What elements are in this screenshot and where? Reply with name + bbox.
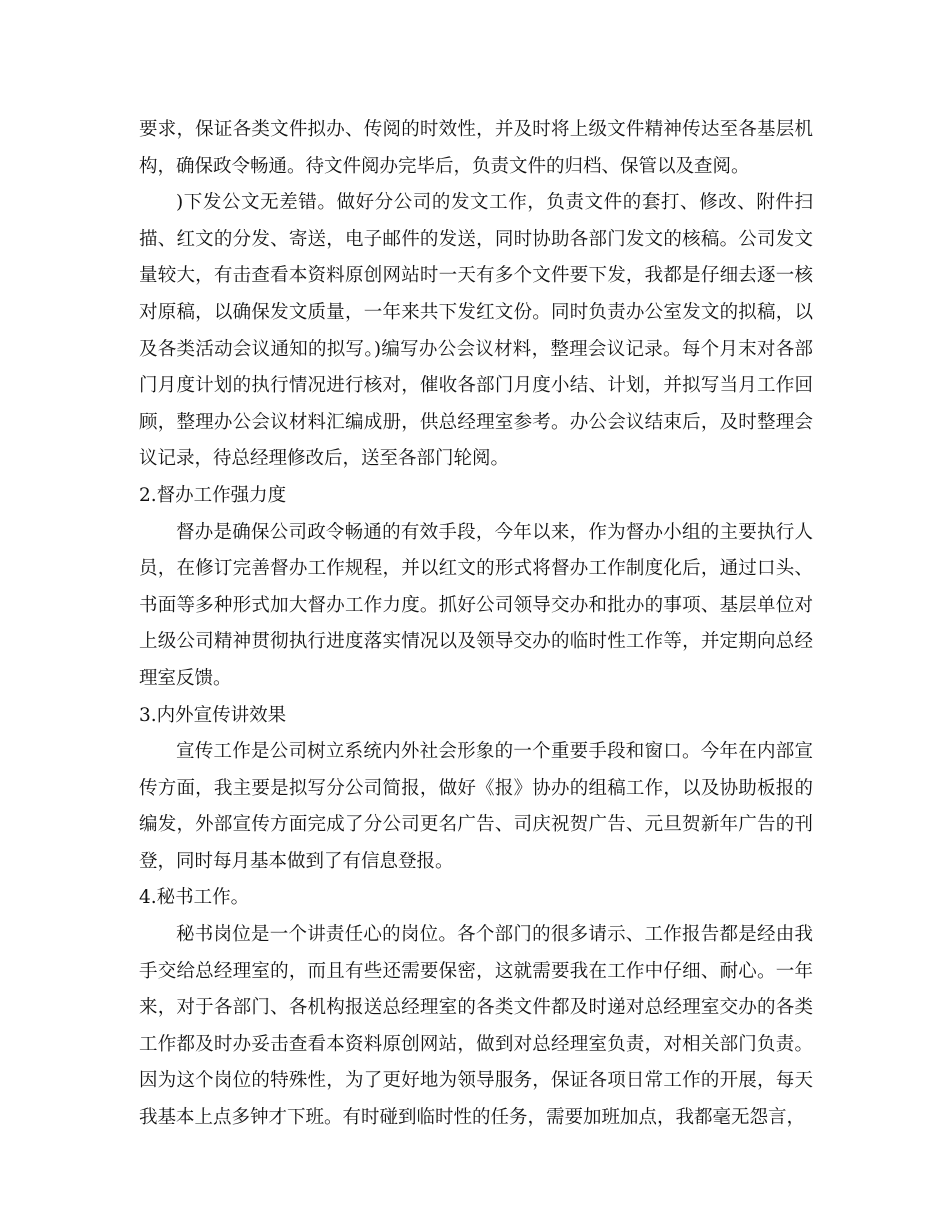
paragraph-supervision: 督办是确保公司政令畅通的有效手段，今年以来，作为督办小组的主要执行人员，在修订完善督办工作规程，并以红文的形式将督办工作制度化后，通过口头、书面等多种形式加大督办工作力度。抓好公司领导交办和批办的事项、基层单位对上级公司精神贯彻执行进度落实情况以及领导交办的临时性工作等，并定期向总经理室反馈。 (139, 521, 813, 689)
paragraph-secretary: 秘书岗位是一个讲责任心的岗位。各个部门的很多请示、工作报告都是经由我手交给总经理室的，而且有些还需要保密，这就需要我在工作中仔细、耐心。一年来，对于各部门、各机构报送总经理室的各类文件都及时递对总经理室交办的各类工作都及时办妥击查看本资料原创网站，做到对总经理室负责，对相关部门负责。因为这个岗位的特殊性，为了更好地为领导服务，保证各项日常工作的开展，每天我基本上点多钟才下班。有时碰到临时性的任务，需要加班加点，我都毫无怨言， (139, 924, 813, 1129)
paragraph-publicity: 宣传工作是公司树立系统内外社会形象的一个重要手段和窗口。今年在内部宣传方面，我主要是拟写分公司简报，做好《报》协办的组稿工作，以及协助板报的编发，外部宣传方面完成了分公司更名广告、司庆祝贺广告、元旦贺新年广告的刊登，同时每月基本做到了有信息登报。 (139, 741, 813, 872)
section-heading-supervision: 2.督办工作强力度 (139, 484, 287, 506)
paragraph-outgoing-documents: )下发公文无差错。做好分公司的发文工作，负责文件的套打、修改、附件扫描、红文的分发、寄送，电子邮件的发送，同时协助各部门发文的核稿。公司发文量较大，有击查看本资料原创网站时一天有多个文件要下发，我都是仔细去逐一核对原稿，以确保发文质量，一年来共下发红文份。同时负责办公室发文的拟稿，以及各类活动会议通知的拟写。)编写办公会议材料，整理会议记录。每个月末对各部门月度计划的执行情况进行核对，催收各部门月度小结、计划，并拟写当月工作回顾，整理办公会议材料汇编成册，供总经理室参考。办公会议结束后，及时整理会议记录，待总经理修改后，送至各部门轮阅。 (139, 192, 813, 470)
document-body (139, 112, 813, 1137)
section-heading-publicity: 3.内外宣传讲效果 (139, 704, 287, 726)
paragraph-file-handling-continued: 要求，保证各类文件拟办、传阅的时效性，并及时将上级文件精神传达至各基层机构，确保政令畅通。待文件阅办完毕后，负责文件的归档、保管以及查阅。 (139, 119, 813, 177)
section-heading-secretary: 4.秘书工作。 (139, 887, 250, 909)
